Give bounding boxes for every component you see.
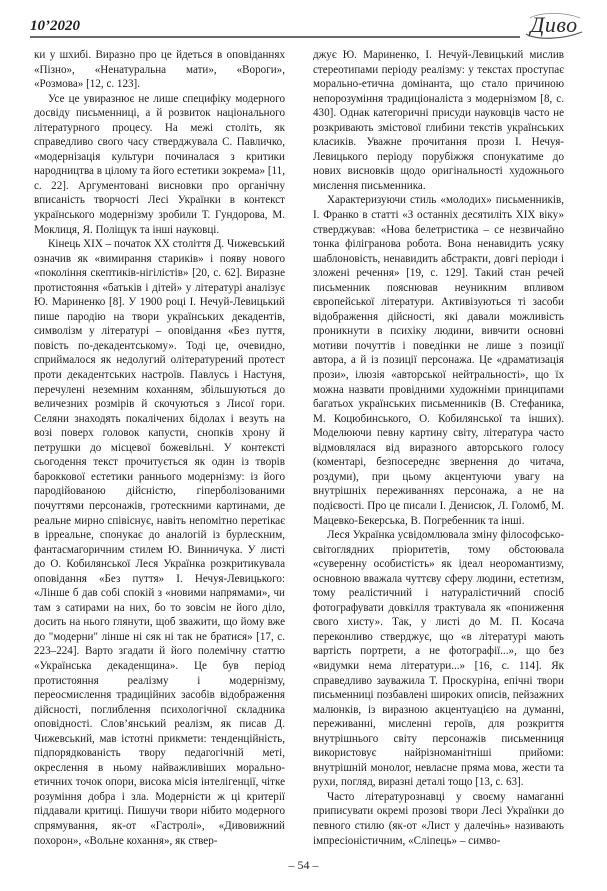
paragraph: ки у шхибі. Виразно про це йдеться в оповіданнях «Пізно», «Ненатуральна мати», «Вороги», «Розмова» [12, c. 123]. [34,49,285,91]
paragraph: Усе це увиразнює не лише специфіку модерного досвіду письменниці, а й розвиток національного літературного процесу. На межі століть, як справедливо свого часу стверджувала С. Павличко, «модернізація культури починалася з критики народництва в цілому та його естетики зокрема» [11, c. 22]. Аргументовані висновки про органічну вписаність творчості Лесі Українки в контекст українського модернізму зробили Т. Гундорова, М. Моклиця, Я. Поліщук та інші науковці. [34,92,285,236]
page-number: – 54 – [288,858,319,872]
paragraph: Часто літературознавці у своєму намаганні приписувати окремі прозові твори Лесі Українки до певного стилю (як-от «Лист у далечінь» називають імпресіоністичним, «Сліпець» – симво- [313,790,564,847]
left-column [34,48,285,848]
paragraph: Характеризуючи стиль «молодих» письменників, І. Франко в статті «З останніх десятиліть XIX віку» стверджував: «Нова белетристика – се незвичайно тонка філігранова робота. Вона ненавидить усяку шаблоновість, ненавидить абстракти, довгі періоди і зложені речення» [19, c. 129]. Такий стан речей письменник пояснював неуникним впливом європейської літератури. Активізуються ті засоби відображення дійсності, які давали можливість проникнути в психіку людини, вивчити основні мотиви почуттів і поведінки не лише з позиції автора, а й із позиції персонажа. Це «драматизація прози», ілюзія «авторської нейтральності», що їх можна назвати провідними художніми принципами багатьох українських письменників (В. Стефаника, М. Коцюбинського, О. Кобилянської та інших). Моделюючи певну картину світу, література часто відмовлялася від виразного авторського голосу (коментарі, безпосереднє звернення до читача, роздуми), при цьому акцентуючи увагу на внутрішніх переживаннях персонажа, а не на подієвості. Про це писали І. Денисюк, Л. Голомб, М. Мацевко-Бекерська, В. Погребенник та інші. [313,194,564,527]
right-column [313,48,564,848]
journal-logo-text: Диво [530,12,578,37]
paragraph: джує Ю. Мариненко, І. Нечуй-Левицький мислив стереотипами періоду реалізму: у текстах проступає морально-етична домінанта, що стало причиною непорозуміння традиціоналіста з модернізмом [8, c. 430]. Однак категоричні присуди науковців часто не розкривають змістової глибини текстів українських класиків. Уважне прочитання прози І. Нечуя-Левицького періоду порубіжжя спонукатиме до нових висновків щодо оригінальності художнього мислення письменника. [313,49,564,192]
paragraph: Леся Українка усвідомлювала зміну філософсько-світоглядних пріоритетів, тому обстоювала «суверенну особистість» як ідеал неоромантизму, основною вважала чуттєву сферу людини, естетизм, тому реалістичний і натуралістичний спосіб фотографувати довкілля трактувала як «пониження свого хисту». Так, у листі до М. П. Косача переконливо стверджує, що «в літературі мають вартість портрети, а не фотографії...», що без «видумки нема літератури...» [16, c. 114]. Як справедливо зауважила Т. Проскуріна, епічні твори письменниці позбавлені широких описів, пейзажних малюнків, із виразною акцентуацією на думанні, переживанні, мисленні героїв, для розкриття внутрішнього світу персонажів письменниця використовує найрізноманітніші прийоми: внутрішній монолог, невласне пряма мова, жести та рухи, погляд, виразні деталі тощо [13, c. 63]. [313,529,564,789]
paragraph: Кінець XIX – початок XX століття Д. Чижевський означив як «вимирання стариків» і появу нового «покоління скептиків-нігілістів» [20, c. 62]. Виразне протистояння «батьків і дітей» у літературі аналізує Ю. Мариненко [8]. У 1900 році І. Нечуй-Левицький пише пародію на твори українських декадентів, символізм у літературі – оповідання «Без пуття, повість по-декадентському». Тоді це, очевидно, сприймалося як недолугий олітературений протест проти декадентських настроїв. Павлусь і Настуня, перечулені неземним коханням, збільшуються до величезних розмірів й скочуються з Лисої гори. Селяни знаходять покалічених бідолах і везуть на возі поверх головок капусти, снопків хрону й петрушки до місцевої божевільні. У контексті сьогодення текст прочитується як один із творів бароккової естетики раннього модернізму: із його пародійованою дійсністю, гіперболізованими почуттями персонажів, гротескними картинами, де реальне мирно співіснує, навіть непомітно перетікає в ірреальне, спонукає до аналогій із бурлескним, фантасмагоричним стилем Ю. Винничука. У листі до О. Кобилянської Леся Українка розкритикувала оповідання «Без пуття» І. Нечуя-Левицького: «Лінше б дав собі спокій з «новими напрямами», чи там з сатирами на них, бо то зовсім не його діло, досить на нього глянути, щоб зважити, що йому вже до "модерни" лінше ні сяк ні так не братися» [17, c. 223–224]. Варто згадати й його полемічну статтю «Українська декаденщина». Це був період протистояння реалізму і модернізму, переосмислення традиційних засобів відображення дійсності, поглиблення психологічної складника оповідності. Слов’янський реалізм, як писав Д. Чижевський, мав істотні прикмети: тенденційність, підпорядкованість твору педагогічній меті, окреслення в ньому найважливіших морально-етичних точок опори, висока місія інтелігенції, чітке розуміння добра і зла. Модерністи ж ці критерії піддавали критиці. Пишучи твори нібито модерного спрямування, як-от «Гастролі», «Дивовижний похорон», «Вольне кохання», як ствер- [34,238,285,847]
page-header [0,0,607,46]
issue-number: 10’2020 [30,18,80,34]
header-rule [30,36,520,38]
